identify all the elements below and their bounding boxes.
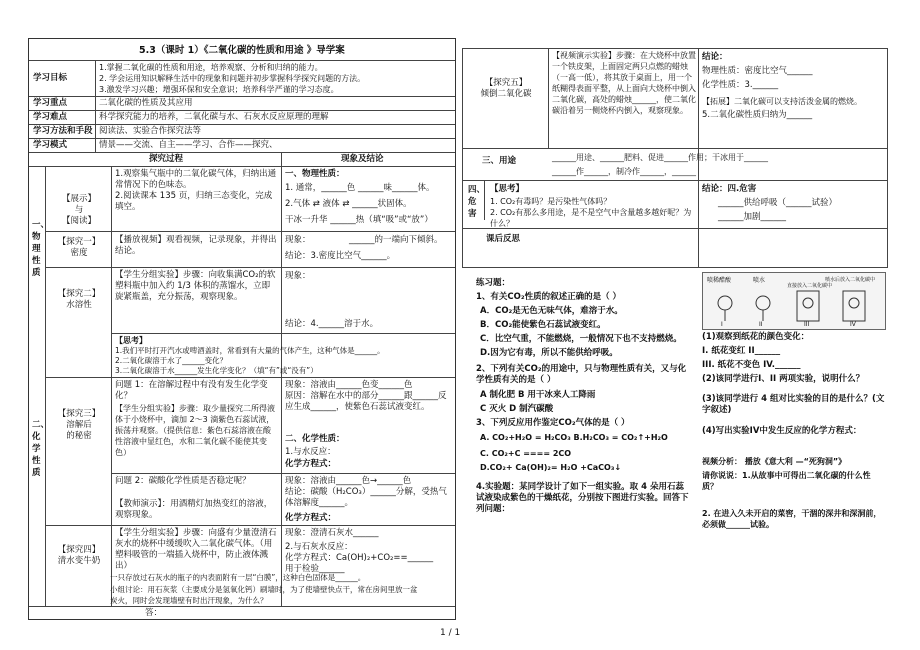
q1-b: B．CO₂能使紫色石蕊试液变红。 xyxy=(480,320,606,330)
img-label-1: 喷稀醋酸 xyxy=(707,277,732,284)
harm-concl-1: ______供给呼吸（______试验） xyxy=(718,198,838,208)
flower-experiment-figure xyxy=(702,272,886,330)
explore2-phen: 现象： xyxy=(285,271,311,281)
hint-white-film: 一只存放过石灰水的瓶子的内表面附有一层“白膜”，这种白色固体是______。 xyxy=(110,573,366,582)
goal-2: 2. 学会运用知识解释生活中的现象和问题并初步掌握科学探究问题的方法。 xyxy=(99,74,366,83)
key-points: 二氧化碳的性质及其应用 xyxy=(99,98,193,108)
think1-q1: 1.我们平时打开汽水或啤酒盖时，常看到有大量的气体产生，这种气体是______。 xyxy=(115,346,385,355)
video-question: 请你说说：1.从故事中可得出二氧化碳的什么性质？ xyxy=(702,471,871,491)
img-roman-3: III xyxy=(804,321,810,328)
video-exp-label: 【探究五】 倾倒二氧化碳 xyxy=(480,78,532,99)
think1-title: 【思考】 xyxy=(115,336,147,345)
explore3-eq2: 化学方程式： xyxy=(285,513,337,523)
harm-concl: 结论：四.危害 xyxy=(702,184,757,194)
dry-ice: 干冰一升华 ______热（填“吸”或“放”） xyxy=(285,215,433,225)
q3: 3、下列反应用作鉴定CO₂气体的是（ ） xyxy=(476,418,630,428)
explore4-phen: 现象：澄清石灰水______ xyxy=(285,528,379,538)
explore1-label: 【探究一】 密度 xyxy=(57,237,101,258)
goal-3: 3.激发学习兴趣；增强环保和安全意识；培养科学严谨的学习态度。 xyxy=(99,85,339,94)
explore2-concl: 结论：4.______溶于水。 xyxy=(285,319,379,329)
right-worksheet-page xyxy=(462,38,890,620)
q4-obs-2: III. 纸花不变色 IV.______ xyxy=(702,360,801,370)
explore3-label: 【探究三】 溶解后 的秘密 xyxy=(57,409,101,441)
teacher-demo: 【教师演示】：用酒精灯加热变红的溶液，观察现象。 xyxy=(115,499,273,520)
think1-q3: 3.二氧化碳溶于水______发生化学变化？（填“有”或“没有”） xyxy=(115,366,318,375)
phys-prop: 物理性质：密度比空气______ xyxy=(702,66,813,76)
video-analysis: 视频分析： 播放《意大利 —“死狗洞”》 xyxy=(702,457,847,466)
chem-1: 1.与水反应： xyxy=(285,447,336,457)
q1-c: C．比空气重，不能燃烧，一般情况下也不支持燃烧。 xyxy=(480,334,682,344)
mode: 情景——交流、自主——学习、合作——探究、 xyxy=(99,140,278,150)
section-harm: 四、危害 xyxy=(468,185,486,219)
q2-ab: A 制化肥 B 用干冰来人工降雨 xyxy=(480,390,596,400)
img-label-3: 直接放入二氧化碳中 xyxy=(787,283,833,289)
q2-cd: C 灭火 D 制汽碳酸 xyxy=(480,404,554,414)
q4-obs: (1)观察到纸花的颜色变化： xyxy=(702,332,810,342)
page-number: 1 / 1 xyxy=(440,628,461,638)
img-label-2: 喷水 xyxy=(753,277,766,284)
difficulty-label: 学习难点 xyxy=(33,112,68,122)
mode-label: 学习模式 xyxy=(33,140,68,150)
worksheet-title: 5.3（课时 1）《二氧化碳的性质和用途 》导学案 xyxy=(139,45,345,56)
explore1-phen: 现象： xyxy=(285,235,311,245)
goals-label: 学习目标 xyxy=(33,73,68,83)
q4-b: (3)该同学进行 4 组对比实验的目的是什么？(文字叙述) xyxy=(702,394,885,415)
q3-c: C. CO₂+C ==== 2CO xyxy=(480,449,572,458)
explore2-body: 【学生分组实验】步骤：向收集满CO₂的软塑料瓶中加入约 1/3 体积的蒸馏水，立即旋紧瓶盖，充分振荡，观察现象。 xyxy=(115,270,276,302)
think2-title: 【思考】 xyxy=(490,184,525,194)
q4-obs-1: I. 纸花变红 II______ xyxy=(702,346,781,356)
phys-title: 一、物理性质： xyxy=(285,169,345,179)
q3-d: D.CO₂+ Ca(OH)₂= H₂O +CaCO₃↓ xyxy=(480,463,622,472)
chem-eq: 化学方程式： xyxy=(285,459,337,469)
chem-prop: 化学性质：3.______ xyxy=(702,80,779,90)
question-1: 问题 1：在溶解过程中有没有发生化学变化？ xyxy=(115,380,268,401)
explore4-concl: 2.与石灰水反应： 化学方程式：Ca(OH)₂+CO₂==______ 用于检验______ xyxy=(285,542,434,574)
q1: 1、有关CO₂性质的叙述正确的是（ ） xyxy=(476,292,622,302)
phys-normal: 1. 通常，______色 ______味______体。 xyxy=(285,183,435,193)
section-physical: 一、物理性质 xyxy=(32,220,50,278)
video-concl: 结论： xyxy=(702,52,728,62)
key-label: 学习重点 xyxy=(33,98,68,108)
goal-1: 1.掌握二氧化碳的性质和用途，培养观察、分析和归纳的能力。 xyxy=(99,63,323,72)
explore2-label: 【探究二】 水溶性 xyxy=(57,289,101,310)
col-process: 探究过程 xyxy=(149,154,184,164)
col-phenomenon: 现象及结论 xyxy=(341,154,384,164)
explore3-phen: 现象：溶液由______色变______色 原因：溶解在水中的部分______跟______反应生成______，使紫色石蕊试液变红。 xyxy=(285,380,447,412)
think2-body: 1. CO₂有毒吗？是污染性气体吗？ 2. CO₂有那么多用途，是不是空气中含量越多越好呢？为什么？ xyxy=(490,197,692,228)
harm-concl-2: ______加剧______ xyxy=(718,212,787,222)
summary-prop: 5.二氧化碳性质归纳为______ xyxy=(702,110,813,120)
explore4-body: 【学生分组实验】步骤：向盛有少量澄清石灰水的烧杯中缓缓吹入二氧化碳气体。（用塑料吸管的一端插入烧杯中，防止液体溅出） xyxy=(115,528,277,571)
reflect-label: 课后反思 xyxy=(486,234,521,244)
q4-c: (4)写出实验IV中发生反应的化学方程式： xyxy=(702,426,862,436)
method: 阅读法、实验合作探究法等 xyxy=(99,126,202,136)
chem-title: 二、化学性质： xyxy=(285,434,345,444)
explore3-group: 【学生分组实验】步骤：取少量探究二所得液体于小烧杯中，滴加 2～3 滴紫色石蕊试液，振荡并观察。（提供信息：紫色石蕊溶液在酸性溶液中显红色，水和二氧化碳不能使其变色） xyxy=(115,404,275,457)
group-discussion: 小组讨论：用石灰浆（主要成分是氢氧化钙）刷墙时，为了使墙壁快点干，常在房间里放一盆炭火，同时会发现墙壁有时出汗现象，为什么？ xyxy=(110,585,418,605)
img-roman-2: II xyxy=(759,321,763,328)
explore3-phen2: 现象：溶液由______色→______色 结论：碳酸（H₂CO₃）______分解，受热气体溶解度______。 xyxy=(285,476,447,508)
explore4-label: 【探究四】 清水变牛奶 xyxy=(57,545,101,566)
q3-ab: A. CO₂+H₂O = H₂CO₃ B.H₂CO₃ = CO₂↑+H₂O xyxy=(480,433,668,442)
section-chemical: 二、化学性质 xyxy=(32,420,50,478)
explore1-phen2: ______的一端向下倾斜。 xyxy=(349,235,443,245)
explore1-concl: 结论：3.密度比空气______。 xyxy=(285,251,396,261)
uses-line-1: ______用途、______肥料、促进______作用；干冰用于______ xyxy=(552,153,768,162)
think1-q2: 2.二氧化碳溶于水了______变化？ xyxy=(115,356,228,365)
img-roman-1: I xyxy=(721,321,723,328)
q1-a: A．CO₂是无色无味气体，难溶于水。 xyxy=(480,306,623,316)
extension: 【拓展】二氧化碳可以支持活泼金属的燃烧。 xyxy=(702,97,862,106)
explore1-body: 【播放视频】观看视频，记录现象，并得出结论。 xyxy=(115,235,277,256)
q2: 2、下列有关CO₂的用途中，只与物理性质有关，又与化学性质有关的是（ ） xyxy=(476,364,687,385)
question-2: 问题 2：碳酸化学性质是否稳定呢？ xyxy=(115,476,251,486)
q4: 4.实验题：某同学设计了如下一组实验。取 4 朵用石蕊试液染成紫色的干燥纸花，分别按下图进行实验。回答下列问题： xyxy=(476,482,689,514)
video-exp-body: 【视频演示实验】步骤：在大烧杯中放置一个铁皮架，上面固定两只点燃的蜡烛（一高一低），将其放于桌面上，用一个纸糊得表面平整，从上面向大烧杯中倒入二氧化碳，高处的蜡烛______，使二氧化碳沿着另一侧烧杯内倒入，观察现象。 xyxy=(552,51,696,115)
show-read-body: 1.观察集气瓶中的二氧化碳气体，归纳出通常情况下的色味态。 2.阅读课本 135 页，归纳三态变化，完成填空。 xyxy=(115,169,277,212)
phys-states: 2.气体 ⇄ 液体 ⇄ ______状固体。 xyxy=(285,199,412,209)
practice-title: 练习题： xyxy=(476,278,511,288)
section-uses: 三、用途 xyxy=(482,156,517,166)
difficulty: 科学探究能力的培养，二氧化碳与水、石灰水反应原理的理解 xyxy=(99,112,329,122)
uses-line-2: ______作______，制冷作______，______ xyxy=(552,167,696,176)
q4-a: (2)该同学进行I、II 两项实验，说明什么？ xyxy=(702,374,865,384)
img-roman-4: IV xyxy=(850,321,856,328)
answer-label: 答： xyxy=(145,608,163,618)
q1-d: D.因为它有毒，所以不能供给呼吸。 xyxy=(480,348,618,358)
left-worksheet-page xyxy=(28,38,456,620)
show-read-label: 【展示】 与 【阅读】 xyxy=(61,194,96,226)
video-question-2: 2. 在进入久未开启的菜窖，干涸的深井和深洞前，必须做______试验。 xyxy=(702,509,882,529)
img-label-4: 喷水后放入二氧化碳中 xyxy=(825,277,876,283)
method-label: 学习方法和手段 xyxy=(33,126,93,136)
